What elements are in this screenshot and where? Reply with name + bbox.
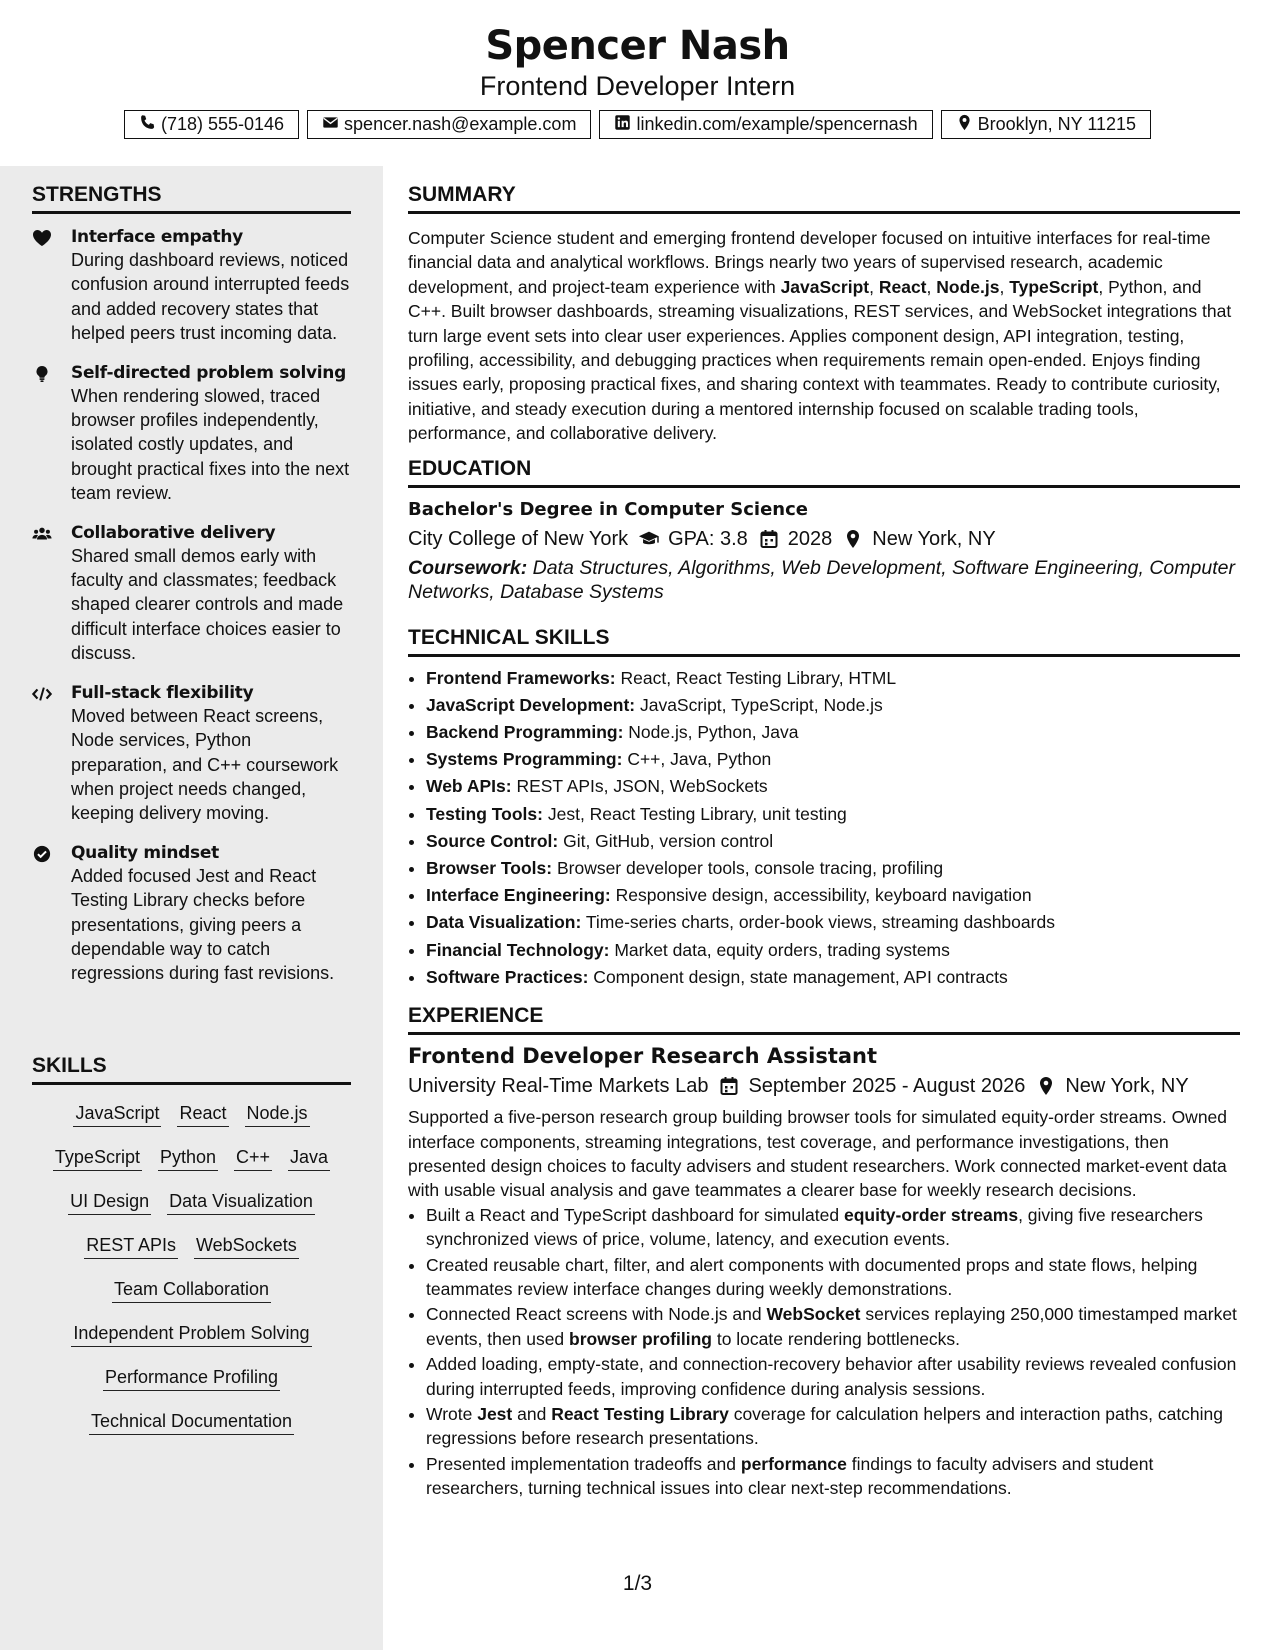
- experience-location: New York, NY: [1065, 1075, 1189, 1098]
- skill-chip: TypeScript: [53, 1145, 142, 1171]
- text-run: coverage for calculation helpers and interaction paths, catching regressions before research presentations.: [426, 1403, 1224, 1449]
- strength-item: [32, 682, 351, 826]
- technical-skills-list: [408, 665, 1240, 991]
- school-name: City College of New York: [408, 527, 629, 550]
- sidebar: [0, 166, 383, 1650]
- skill-values: Node.js, Python, Java: [623, 722, 799, 743]
- skill-values: REST APIs, JSON, WebSockets: [511, 776, 768, 797]
- skills-cloud: [32, 1101, 351, 1435]
- emphasis-text: WebSocket: [766, 1304, 861, 1325]
- experience-description: Supported a five-person research group building browser tools for simulated equity-order streams. Owned interface components, streaming integrations, test coverage, and performance investigations, then presented design choices to faculty advisers and student researchers. Work connected market-event data with usable visual analysis and gave teammates a clearer base for weekly research decisions.: [408, 1107, 1228, 1201]
- text-run: , giving five researchers synchronized views of price, volume, latency, and execution events.: [426, 1204, 1203, 1250]
- skill-values: Time-series charts, order-book views, streaming dashboards: [581, 912, 1055, 933]
- skills-row: [32, 1145, 351, 1171]
- text-run: , Python, and C++. Built browser dashboards, streaming visualizations, REST services, and WebSocket integrations that turn large event sets into clear user experiences. Applies component design, API integration, testing, profiling, accessibility, and debugging practices when requirements remain open-ended. Enjoys finding issues early, proposing practical fixes, and sharing context with teammates. Ready to contribute curiosity, initiative, and steady execution during a mentored internship focused on scalable trading tools, performance, and collaborative delivery.: [408, 276, 1232, 444]
- technical-skill-item: [426, 773, 1240, 800]
- skill-chip: C++: [234, 1145, 272, 1171]
- technical-skill-item: [426, 719, 1240, 746]
- skill-category: JavaScript Development:: [426, 694, 636, 715]
- text-run: to locate rendering bottlenecks.: [711, 1328, 961, 1349]
- summary-title: SUMMARY: [408, 182, 1240, 214]
- education-section: [408, 456, 1240, 605]
- technical-skill-item: [426, 882, 1240, 909]
- text-run: Created reusable chart, filter, and alert components with documented props and state flows, helping teammates review interface changes during weekly demonstrations.: [426, 1254, 1198, 1299]
- contact-linkedin[interactable]: [599, 110, 932, 139]
- skill-values: Responsive design, accessibility, keyboard navigation: [610, 885, 1032, 906]
- skill-values: C++, Java, Python: [622, 749, 772, 770]
- resume-header: [0, 0, 1275, 139]
- skill-chip: Technical Documentation: [89, 1409, 294, 1435]
- technical-skill-item: [426, 909, 1240, 936]
- map-pin-icon: [1035, 1076, 1057, 1096]
- skill-chip: Python: [158, 1145, 218, 1171]
- strength-heading: Collaborative delivery: [71, 522, 276, 543]
- skills-row: [32, 1365, 351, 1391]
- text-run: Wrote: [426, 1403, 478, 1424]
- calendar-icon: [758, 529, 780, 549]
- coursework-list: Data Structures, Algorithms, Web Development, Software Engineering, Computer Networks, Database Systems: [408, 556, 1235, 604]
- emphasis-text: React Testing Library: [551, 1403, 729, 1424]
- skill-values: Git, GitHub, version control: [558, 830, 774, 851]
- strength-item: [32, 362, 351, 506]
- experience-section: [408, 1003, 1240, 1501]
- skill-category: Browser Tools:: [426, 858, 553, 879]
- skills-section: [32, 1053, 351, 1453]
- strength-heading: Full-stack flexibility: [71, 682, 254, 703]
- text-run: ,: [999, 276, 1010, 297]
- strengths-title: STRENGTHS: [32, 182, 351, 214]
- text-run: ,: [926, 276, 937, 297]
- education-title: EDUCATION: [408, 456, 1240, 488]
- lightbulb-icon: [32, 362, 71, 506]
- skills-row: [32, 1101, 351, 1127]
- experience-bullet: [426, 1203, 1240, 1252]
- job-title: Frontend Developer Research Assistant: [408, 1044, 878, 1069]
- emphasis-text: performance: [740, 1453, 847, 1474]
- text-run: Presented implementation tradeoffs and: [426, 1453, 741, 1474]
- skills-row: [32, 1409, 351, 1435]
- page-number: 1/3: [622, 1572, 653, 1595]
- skill-category: Software Practices:: [426, 966, 589, 987]
- skill-values: React, React Testing Library, HTML: [615, 667, 897, 688]
- skill-chip: Independent Problem Solving: [71, 1321, 311, 1347]
- experience-dates: September 2025 - August 2026: [748, 1075, 1026, 1098]
- skill-chip: REST APIs: [84, 1233, 178, 1259]
- skill-values: Browser developer tools, console tracing, profiling: [552, 858, 944, 879]
- skill-category: Systems Programming:: [426, 749, 623, 770]
- strength-text: Added focused Jest and React Testing Library checks before presentations, giving peers a dependable way to catch regressions during fast revisions.: [71, 865, 335, 984]
- map-pin-icon: [842, 529, 864, 549]
- skill-category: Testing Tools:: [426, 803, 543, 824]
- skill-chip: Team Collaboration: [112, 1277, 271, 1303]
- technical-skill-item: [426, 964, 1240, 991]
- strength-text: When rendering slowed, traced browser profiles independently, isolated costly updates, and brought practical fixes into the next team review.: [71, 385, 350, 504]
- text-run: findings to faculty advisers and student researchers, turning technical issues into clear next-step recommendations.: [426, 1453, 1154, 1499]
- strengths-section: [32, 182, 351, 1002]
- strength-item: [32, 226, 351, 346]
- emphasis-text: React: [878, 276, 927, 297]
- contact-bar: [0, 110, 1275, 139]
- education-meta: [408, 524, 1240, 554]
- main-column: [408, 166, 1240, 1502]
- linkedin-icon: [614, 114, 631, 136]
- skills-title: SKILLS: [32, 1053, 351, 1085]
- gpa: GPA: 3.8: [668, 527, 748, 550]
- skill-values: Component design, state management, API contracts: [588, 966, 1008, 987]
- skill-chip: WebSockets: [194, 1233, 299, 1259]
- technical-skill-item: [426, 937, 1240, 964]
- envelope-icon: [322, 114, 339, 136]
- text-run: Built a React and TypeScript dashboard for simulated: [426, 1204, 844, 1225]
- skills-row: [32, 1189, 351, 1215]
- technical-skill-item: [426, 665, 1240, 692]
- strength-text: During dashboard reviews, noticed confusion around interrupted feeds and added recovery states that helped peers trust incoming data.: [71, 250, 350, 344]
- skills-row: [32, 1321, 351, 1347]
- organization: University Real-Time Markets Lab: [408, 1075, 709, 1098]
- candidate-role: Frontend Developer Intern: [479, 71, 796, 101]
- skill-chip: React: [177, 1101, 228, 1127]
- experience-meta: [408, 1071, 1240, 1101]
- strength-item: [32, 522, 351, 666]
- experience-bullet: [426, 1352, 1240, 1401]
- education-location: New York, NY: [872, 527, 996, 550]
- summary-text: [408, 226, 1240, 446]
- skill-category: Financial Technology:: [426, 939, 610, 960]
- skill-chip: UI Design: [68, 1189, 151, 1215]
- emphasis-text: TypeScript: [1009, 276, 1099, 297]
- skill-chip: Data Visualization: [167, 1189, 315, 1215]
- skill-chip: Java: [288, 1145, 330, 1171]
- contact-text: spencer.nash@example.com: [344, 114, 577, 134]
- contact-phone[interactable]: [124, 110, 299, 139]
- heart-icon: [32, 226, 71, 346]
- calendar-icon: [718, 1076, 740, 1096]
- skill-chip: Performance Profiling: [103, 1365, 280, 1391]
- strength-heading: Quality mindset: [71, 842, 219, 863]
- skill-category: Source Control:: [426, 830, 559, 851]
- technical-skill-item: [426, 828, 1240, 855]
- contact-text: (718) 555-0146: [160, 114, 285, 134]
- skills-row: [32, 1233, 351, 1259]
- coursework-label: Coursework:: [408, 556, 528, 579]
- skill-chip: JavaScript: [73, 1101, 161, 1127]
- emphasis-text: Jest: [477, 1403, 513, 1424]
- summary-section: [408, 182, 1240, 446]
- skill-category: Data Visualization:: [426, 912, 582, 933]
- phone-icon: [139, 114, 156, 136]
- experience-bullets: [408, 1203, 1240, 1501]
- technical-skills-section: [408, 625, 1240, 991]
- users-icon: [32, 522, 71, 666]
- experience-bullet: [426, 1302, 1240, 1351]
- text-run: services replaying 250,000 timestamped market events, then used: [426, 1304, 1237, 1349]
- technical-skill-item: [426, 801, 1240, 828]
- skill-category: Interface Engineering:: [426, 885, 611, 906]
- emphasis-text: JavaScript: [780, 276, 870, 297]
- skill-values: Jest, React Testing Library, unit testing: [542, 803, 847, 824]
- experience-title: EXPERIENCE: [408, 1003, 1240, 1035]
- strength-text: Shared small demos early with faculty and classmates; feedback shaped clearer controls and made difficult interface choices easier to discuss.: [71, 545, 344, 664]
- experience-bullet: [426, 1253, 1240, 1302]
- text-run: Added loading, empty-state, and connection-recovery behavior after usability reviews revealed confusion during interrupted feeds, improving confidence during analysis sessions.: [426, 1354, 1237, 1399]
- candidate-name: Spencer Nash: [485, 23, 790, 69]
- strength-heading: Interface empathy: [71, 227, 243, 247]
- text-run: Connected React screens with Node.js and: [426, 1304, 767, 1325]
- contact-location: [941, 110, 1151, 139]
- emphasis-text: Node.js: [936, 276, 1000, 297]
- emphasis-text: browser profiling: [569, 1328, 712, 1349]
- contact-text: linkedin.com/example/spencernash: [636, 114, 918, 134]
- degree-name: Bachelor's Degree in Computer Science: [408, 498, 808, 520]
- technical-skill-item: [426, 746, 1240, 773]
- check-circle-icon: [32, 842, 71, 986]
- skill-category: Web APIs:: [426, 776, 512, 797]
- text-run: ,: [869, 276, 879, 297]
- coursework: [408, 556, 1240, 605]
- experience-bullet: [426, 1452, 1240, 1501]
- contact-email[interactable]: [307, 110, 591, 139]
- technical-skills-title: TECHNICAL SKILLS: [408, 625, 1240, 657]
- skills-row: [32, 1277, 351, 1303]
- experience-bullet: [426, 1402, 1240, 1451]
- map-pin-icon: [956, 114, 973, 136]
- technical-skill-item: [426, 692, 1240, 719]
- skill-category: Frontend Frameworks:: [426, 667, 616, 688]
- graduation-year: 2028: [787, 527, 833, 550]
- text-run: Computer Science student and emerging frontend developer focused on intuitive interfaces for real-time financial data and analytical workflows. Brings nearly two years of supervised research, academic development, and project-team experience with: [408, 228, 1211, 297]
- skill-chip: Node.js: [245, 1101, 310, 1127]
- code-icon: [32, 682, 71, 826]
- text-run: and: [512, 1403, 552, 1424]
- skill-values: Market data, equity orders, trading systems: [609, 939, 950, 960]
- skill-category: Backend Programming:: [426, 722, 624, 743]
- emphasis-text: equity-order streams: [843, 1204, 1019, 1225]
- technical-skill-item: [426, 855, 1240, 882]
- skill-values: JavaScript, TypeScript, Node.js: [635, 694, 883, 715]
- strength-text: Moved between React screens, Node services, Python preparation, and C++ coursework when project needs changed, keeping delivery moving.: [71, 705, 339, 824]
- strength-item: [32, 842, 351, 986]
- strength-heading: Self-directed problem solving: [71, 362, 346, 383]
- graduation-cap-icon: [638, 529, 660, 549]
- contact-text: Brooklyn, NY 11215: [977, 114, 1137, 134]
